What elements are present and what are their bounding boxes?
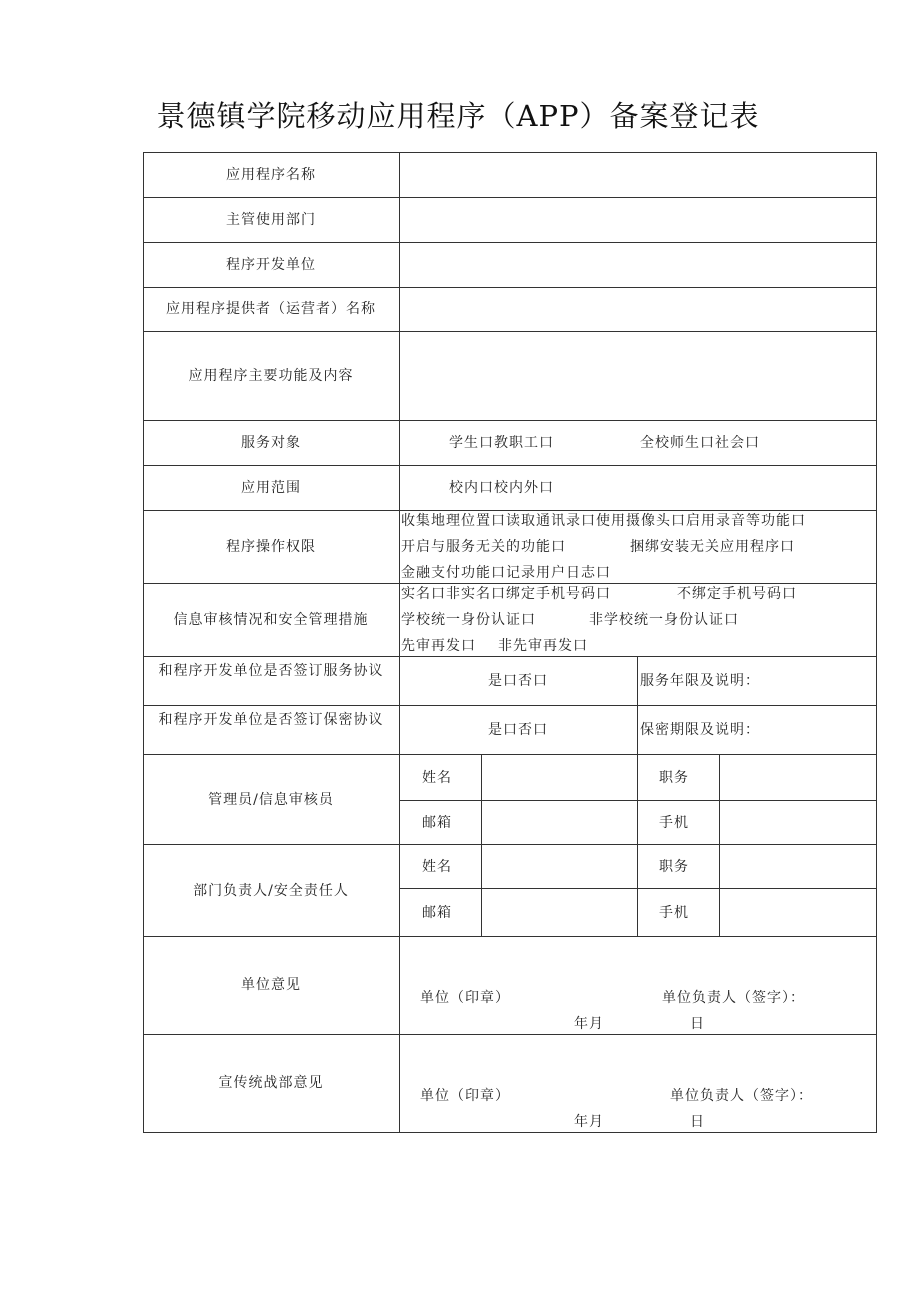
unit-opinion-sign[interactable]: 单位负责人（签字）： [662,990,805,1006]
label-scope: 应用范围 [241,480,301,496]
audit-line-2a[interactable]: 学校统一身份认证口 [401,612,536,628]
permissions-line-1[interactable]: 收集地理位置口读取通讯录口使用摄像头口启用录音等功能口 [401,513,806,529]
head-phone-label: 手机 [659,905,689,921]
scope-options[interactable]: 校内口校内外口 [449,480,554,496]
label-permissions: 程序操作权限 [226,539,316,555]
admin-email-label: 邮箱 [422,815,452,831]
publicity-opinion-day: 日 [690,1114,705,1130]
confidentiality-note[interactable]: 保密期限及说明： [640,722,760,738]
service-agreement-note[interactable]: 服务年限及说明： [640,673,760,689]
publicity-opinion-sign[interactable]: 单位负责人（签字）： [670,1088,813,1104]
label-audit: 信息审核情况和安全管理措施 [173,612,369,628]
label-audience: 服务对象 [241,435,301,451]
functions-field[interactable] [400,332,876,420]
confidentiality-yesno[interactable]: 是口否口 [488,722,548,738]
audit-line-3a[interactable]: 先审再发口 [401,638,476,654]
audit-line-2b[interactable]: 非学校统一身份认证口 [589,612,739,628]
admin-phone-label: 手机 [659,815,689,831]
permissions-line-2a[interactable]: 开启与服务无关的功能口 [401,539,566,555]
permissions-line-3[interactable]: 金融支付功能口记录用户日志口 [401,565,611,581]
provider-field[interactable] [400,288,876,331]
head-email-label: 邮箱 [422,905,452,921]
label-provider: 应用程序提供者（运营者）名称 [166,301,376,317]
audience-options-1[interactable]: 学生口教职工口 [449,435,554,451]
label-app-name: 应用程序名称 [226,167,316,183]
department-field[interactable] [400,198,876,242]
developer-field[interactable] [400,243,876,287]
head-title-label: 职务 [659,859,689,875]
unit-opinion-seal: 单位（印章） [420,990,510,1006]
app-name-field[interactable] [400,153,876,197]
admin-name-label: 姓名 [422,770,452,786]
page-title: 景德镇学院移动应用程序（APP）备案登记表 [156,99,760,133]
audience-options-2[interactable]: 全校师生口社会口 [640,435,760,451]
audit-line-1b[interactable]: 不绑定手机号码口 [677,586,797,602]
audit-line-3b[interactable]: 非先审再发口 [498,638,588,654]
label-developer: 程序开发单位 [226,257,316,273]
permissions-line-2b[interactable]: 捆绑安装无关应用程序口 [630,539,795,555]
unit-opinion-year-month: 年月 [574,1016,604,1032]
label-department: 主管使用部门 [226,212,316,228]
label-publicity-opinion: 宣传统战部意见 [218,1075,324,1091]
service-agreement-yesno[interactable]: 是口否口 [488,673,548,689]
label-admin: 管理员/信息审核员 [208,792,334,808]
label-functions: 应用程序主要功能及内容 [188,368,354,384]
label-unit-opinion: 单位意见 [241,977,301,993]
label-service-agreement: 和程序开发单位是否签订服务协议 [158,663,384,679]
admin-title-label: 职务 [659,770,689,786]
unit-opinion-day: 日 [690,1016,705,1032]
audit-line-1a[interactable]: 实名口非实名口绑定手机号码口 [401,586,611,602]
head-name-label: 姓名 [422,859,452,875]
publicity-opinion-year-month: 年月 [574,1114,604,1130]
label-confidentiality: 和程序开发单位是否签订保密协议 [158,712,384,728]
publicity-opinion-seal: 单位（印章） [420,1088,510,1104]
label-head: 部门负责人/安全责任人 [193,883,349,899]
